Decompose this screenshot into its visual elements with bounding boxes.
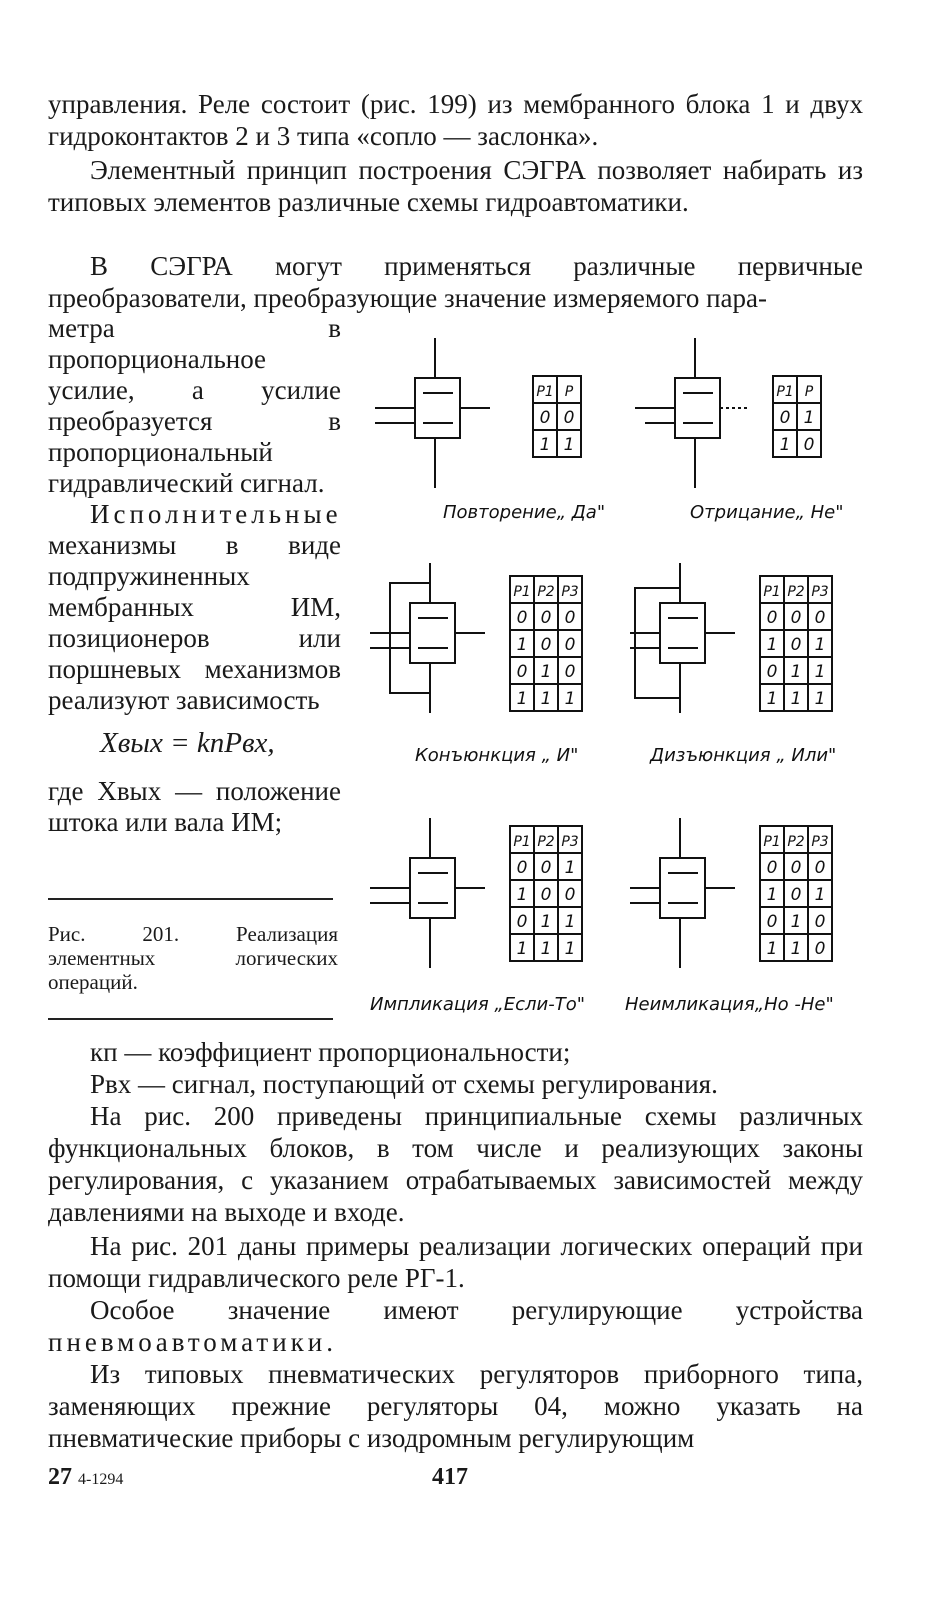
table-cell: 0 [766, 912, 778, 932]
table-header-cell: P3 [561, 584, 579, 600]
table-header-cell: P2 [537, 584, 555, 600]
table-cell: 0 [516, 662, 528, 682]
table-cell: 0 [766, 858, 778, 878]
table-cell: 1 [540, 912, 552, 932]
truth-table-repeat [533, 376, 581, 457]
caption-rule-top [48, 898, 333, 900]
table-cell: 1 [564, 912, 576, 932]
table-cell: 1 [516, 635, 528, 655]
table-header-cell: P3 [811, 584, 829, 600]
table-cell: 0 [564, 662, 576, 682]
table-cell: 0 [779, 408, 791, 428]
truth-table-nonimplication [760, 826, 832, 961]
table-cell: 1 [814, 635, 826, 655]
diagram-conjunction [370, 563, 485, 713]
table-cell: 1 [814, 662, 826, 682]
truth-table-implication [510, 826, 582, 961]
table-cell: 0 [540, 608, 552, 628]
paragraph-5: где Xвых — положение штока или вала ИМ; [48, 776, 341, 837]
table-cell: 1 [790, 939, 802, 959]
table-cell: 0 [790, 608, 802, 628]
table-header-cell: P [804, 384, 814, 400]
paragraph-3: В СЭГРА могут применяться различные первичные преобразователи, преобразующие значение измеряемого пара- [48, 251, 863, 313]
diagram-negation [635, 338, 750, 488]
table-cell: 0 [516, 912, 528, 932]
table-cell: 0 [766, 608, 778, 628]
table-header-cell: P [564, 384, 574, 400]
table-cell: 0 [563, 408, 575, 428]
table-cell: 1 [790, 689, 802, 709]
table-cell: 0 [790, 858, 802, 878]
signature-mark [48, 1464, 123, 1491]
table-cell: 1 [516, 689, 528, 709]
table-cell: 0 [540, 885, 552, 905]
table-cell: 0 [803, 435, 815, 455]
spaced-term: Исполнительные [90, 499, 342, 529]
table-cell: 0 [564, 885, 576, 905]
table-cell: 1 [540, 662, 552, 682]
paragraph-3-continued: метра в пропорциональное усилие, а усилие преобразуется в пропорциональный гидравлический сигнал. [48, 313, 341, 498]
table-cell: 0 [814, 912, 826, 932]
label-conjunction: Конъюнкция „ И" [415, 745, 579, 766]
label-repeat: Повторение„ Да" [443, 502, 606, 523]
formula: Xвых = kпPвх, [100, 727, 275, 759]
figure-caption: Рис. 201. Реализация элементных логических операций. [48, 922, 338, 994]
paragraph-8: На рис. 200 приведены принципиальные схемы различных функциональных блоков, в том числе и реализующих законы регулирования, с указанием отрабатываемых зависимостей между давлениями на выходе и входе. [48, 1101, 863, 1227]
table-cell: 0 [814, 939, 826, 959]
label-implication: Импликация „Если-То" [370, 994, 585, 1015]
table-header-cell: P2 [537, 834, 555, 850]
table-header-cell: P1 [513, 834, 531, 850]
table-cell: 0 [539, 408, 551, 428]
paragraph-10-text: Особое значение имеют регулирующие устройства [90, 1295, 863, 1325]
spaced-term-2: пневмоавтоматики. [48, 1327, 337, 1357]
paragraph-4 [48, 499, 341, 716]
label-negation: Отрицание„ Не" [690, 502, 844, 523]
table-cell: 1 [766, 689, 778, 709]
diagram-implication [370, 818, 485, 968]
table-cell: 1 [766, 635, 778, 655]
table-cell: 1 [516, 939, 528, 959]
table-cell: 1 [564, 939, 576, 959]
table-cell: 1 [790, 662, 802, 682]
table-header-cell: P3 [811, 834, 829, 850]
paragraph-1: управления. Реле состоит (рис. 199) из мембранного блока 1 и двух гидроконтактов 2 и 3 типа «сопло — заслонка». [48, 89, 863, 151]
table-cell: 1 [564, 858, 576, 878]
table-cell: 1 [564, 689, 576, 709]
table-cell: 0 [540, 858, 552, 878]
label-disjunction: Дизъюнкция „ Или" [650, 745, 837, 766]
diagram-nonimplication [630, 818, 735, 968]
table-cell: 1 [540, 689, 552, 709]
table-header-cell: P1 [763, 584, 781, 600]
table-cell: 1 [539, 435, 551, 455]
signature-number: 27 [48, 1464, 72, 1490]
table-header-cell: P3 [561, 834, 579, 850]
table-header-cell: P1 [513, 584, 531, 600]
paragraph-4-rest: механизмы в виде подпружиненных мембранных ИМ, позиционеров или поршневых механизмов реализуют зависимость [48, 530, 341, 715]
table-cell: 1 [779, 435, 791, 455]
table-cell: 1 [540, 939, 552, 959]
table-cell: 0 [790, 635, 802, 655]
truth-table-disjunction [760, 576, 832, 711]
table-cell: 1 [790, 912, 802, 932]
table-header-cell: P2 [787, 834, 805, 850]
truth-table-negation [773, 376, 821, 457]
paragraph-2: Элементный принцип построения СЭГРА позволяет набирать из типовых элементов различные схемы гидроавтоматики. [48, 155, 863, 217]
label-nonimplication: Неимликация„Но -Не" [625, 994, 834, 1015]
table-cell: 0 [814, 608, 826, 628]
table-cell: 1 [803, 408, 815, 428]
figure-201 [355, 318, 855, 1026]
table-cell: 0 [516, 608, 528, 628]
table-cell: 0 [564, 608, 576, 628]
table-cell: 0 [516, 858, 528, 878]
page-number: 417 [432, 1464, 468, 1490]
table-cell: 1 [563, 435, 575, 455]
table-cell: 1 [814, 689, 826, 709]
paragraph-11: Из типовых пневматических регуляторов приборного типа, заменяющих прежние регуляторы 04, можно указать на пневматические приборы с изодромным регулирующим [48, 1359, 863, 1453]
order-number: 4-1294 [78, 1471, 124, 1488]
table-header-cell: P1 [763, 834, 781, 850]
table-cell: 0 [766, 662, 778, 682]
table-cell: 1 [516, 885, 528, 905]
table-cell: 0 [790, 885, 802, 905]
paragraph-10 [48, 1294, 863, 1358]
table-cell: 0 [564, 635, 576, 655]
table-cell: 1 [766, 885, 778, 905]
table-cell: 1 [766, 939, 778, 959]
paragraph-7: Pвх — сигнал, поступающий от схемы регулирования. [90, 1069, 718, 1099]
table-header-cell: P1 [776, 384, 794, 400]
truth-table-conjunction [510, 576, 582, 711]
caption-rule-bottom [48, 1018, 333, 1020]
table-cell: 1 [814, 885, 826, 905]
table-header-cell: P1 [536, 384, 554, 400]
diagram-repeat [375, 338, 490, 488]
table-header-cell: P2 [787, 584, 805, 600]
table-cell: 0 [540, 635, 552, 655]
paragraph-6: кп — коэффициент пропорциональности; [90, 1037, 571, 1067]
diagram-disjunction [630, 563, 735, 713]
table-cell: 0 [814, 858, 826, 878]
paragraph-9: На рис. 201 даны примеры реализации логических операций при помощи гидравлического реле РГ-1. [48, 1231, 863, 1293]
